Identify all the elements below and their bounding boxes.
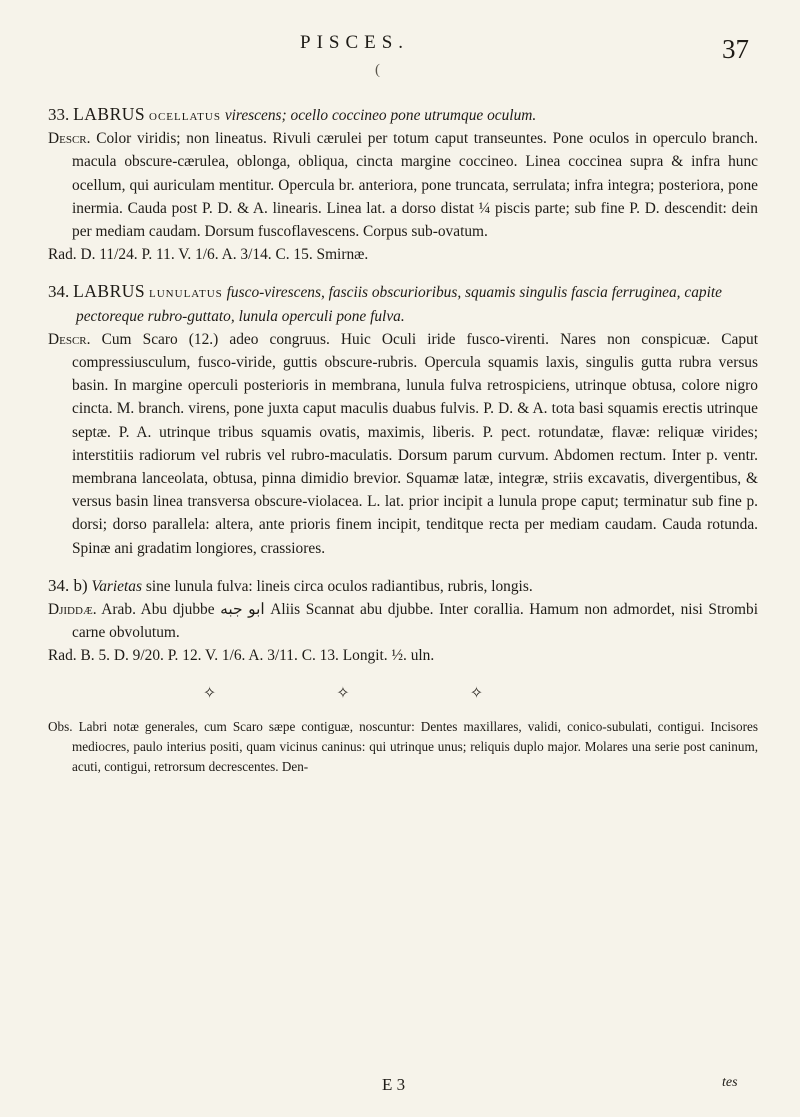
ornament-icon: ✧ xyxy=(469,684,604,702)
locality-text: Arab. Abu djubbe ابو جبه Aliis Scannat abu djubbe. Inter corallia. Hamum non admordet, nisi Strombi carne obvolutum. xyxy=(72,601,759,642)
entry-number: 34. b) xyxy=(48,575,88,595)
species-entry-labrus-ocellatus xyxy=(48,103,758,266)
description xyxy=(48,328,758,560)
species-epithet: lunulatus xyxy=(149,284,223,302)
entry-number: 33. xyxy=(48,105,70,124)
running-title: PISCES. xyxy=(300,32,410,53)
genus-name: LABRUS xyxy=(73,281,146,302)
descr-text: Color viridis; non lineatus. Rivuli cærulei per totum caput transeuntes. Pone oculos in operculo branch. macula obscure-cærulea, oblonga, obliqua, cincta margine coccineo. Linea coccinea supra & infra hunc ocellum, qui auriculam mentitur. Opercula br. anteriora, pone truncata, serrulata; infra integra; posteriora, pone inermia. Cauda post P. D. & A. linearis. Linea lat. a dorso distat ¼ piscis parte; sub fine P. D. descendit: dein per mediam caudam. Dorsum fuscoflavescens. Corpus sub-ovatum. xyxy=(72,130,758,241)
ornament-icon: ✧ xyxy=(202,684,337,702)
descr-label: Descr. xyxy=(48,330,91,348)
descr-text: Cum Scaro (12.) adeo congruus. Huic Oculi iride fusco-virenti. Nares non conspicuæ. Caput compressiusculum, fusco-viride, guttis obscure-rubris. Opercula squamis laxis, singulis gutta rubra versus basin. In margine operculi posterioris in membrana, lunula fulva retrospiciens, utrinque obtusa, colore nigro cincta. M. branch. virens, pone juxta caput maculis duabus fulvis. P. D. & A. tota basi squamis erectis utrinque septæ. P. A. utrinque tribus squamis ovatis, maximis, liberis. P. pect. rotundatæ, flavæ: reliquæ virides; interstitiis radiorum vel rubris vel rubro-maculatis. Dorsum parum curvum. Abdomen rectum. Inter p. ventr. membrana lanceolata, obtusa, pinna dimidio brevior. Squamæ latæ, integræ, striis excavatis, divergentibus, & versus basin linea transversa obscure-violacea. L. lat. prior incipit a lunula prope caput; terminatur sub fine p. dorsi; dorso parallela: altera, ante prioris finem incipit, tenditque recta per mediam caudam. Cauda rotunda. Spinæ ani gradatim longiores, crassiores. xyxy=(72,330,758,557)
diagnosis: virescens; ocello coccineo pone utrumque oculum. xyxy=(224,107,537,124)
observation-paragraph: Obs. Labri notæ generales, cum Scaro sæpe contiguæ, noscuntur: Dentes maxillares, validi, conico-subulati, contigui. Incisores mediocres, paulo interius positi, quam vicinus caninus: qui utrinque unus; reliquis duplo major. Molares una serie post caninum, acuti, contigui, retrorsum decrescentes. Den- xyxy=(48,718,758,774)
section-ornaments xyxy=(48,682,758,705)
entry-heading xyxy=(48,574,758,598)
page-header xyxy=(0,32,800,78)
locality-note xyxy=(48,598,759,644)
fin-rays: Rad. B. 5. D. 9/20. P. 12. V. 1/6. A. 3/11. C. 13. Longit. ½. uln. xyxy=(48,647,435,665)
diagnosis: fusco-virescens, fasciis obscurioribus, squamis singulis fascia ferruginea, capite pectoreque rubro-guttato, lunula operculi pone fulva. xyxy=(76,284,722,325)
variety-label: Varietas xyxy=(91,577,142,595)
genus-name: LABRUS xyxy=(73,104,146,124)
descr-label: Descr. xyxy=(48,130,91,148)
catchword: tes xyxy=(722,1075,738,1090)
locality-label: Djiddæ. xyxy=(48,601,97,619)
page-footer xyxy=(0,1075,800,1105)
entry-heading xyxy=(48,103,758,127)
species-epithet: ocellatus xyxy=(149,107,221,124)
fin-rays: Rad. D. 11/24. P. 11. V. 1/6. A. 3/14. C. 15. Smirnæ. xyxy=(48,246,369,264)
species-entry-varietas xyxy=(48,574,758,668)
page-number: 37 xyxy=(722,34,749,64)
entry-heading xyxy=(48,280,758,327)
signature-mark: E 3 xyxy=(382,1075,406,1094)
entry-number: 34. xyxy=(48,282,70,302)
description xyxy=(48,127,758,243)
stray-mark: ( xyxy=(375,62,380,78)
species-entry-labrus-lunulatus xyxy=(48,280,758,559)
diagnosis: sine lunula fulva: lineis circa oculos radiantibus, rubris, longis. xyxy=(145,577,533,595)
main-text xyxy=(48,103,758,777)
ornament-icon: ✧ xyxy=(336,684,470,702)
